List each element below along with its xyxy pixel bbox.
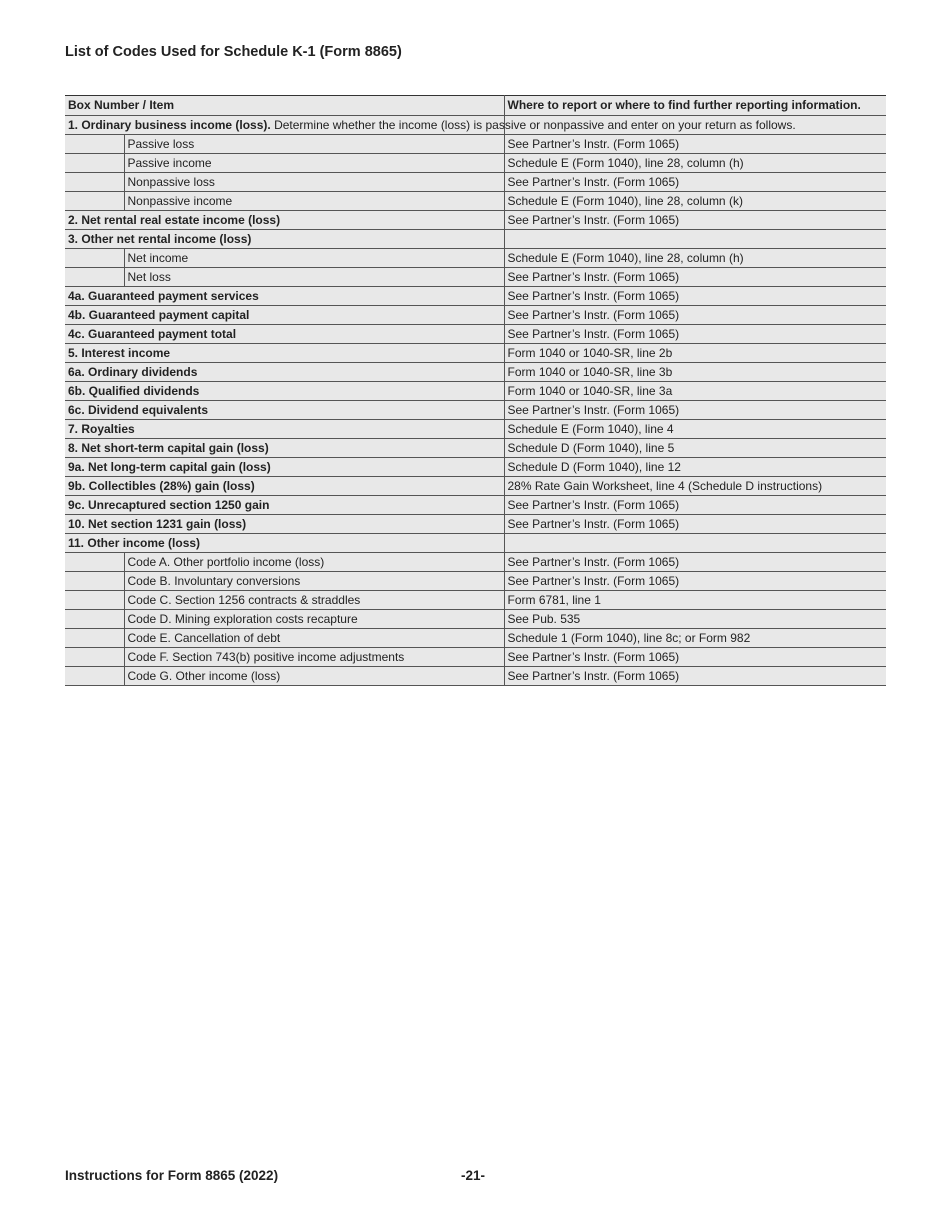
table-row (65, 496, 886, 515)
table-row (65, 458, 886, 477)
row-item: 11. Other income (loss) (65, 534, 504, 553)
row-indent-spacer (65, 154, 124, 173)
row-indent-spacer (65, 249, 124, 268)
footer-page-number: -21- (461, 1168, 486, 1183)
row-item: Code D. Mining exploration costs recapture (124, 610, 504, 629)
table-row (65, 439, 886, 458)
table-row (65, 382, 886, 401)
row-item: Nonpassive loss (124, 173, 504, 192)
table-row (65, 610, 886, 629)
table-row (65, 477, 886, 496)
row-where (504, 230, 886, 249)
table-row (65, 363, 886, 382)
row-item: Code A. Other portfolio income (loss) (124, 553, 504, 572)
row-where: See Partner’s Instr. (Form 1065) (504, 648, 886, 667)
table-row (65, 325, 886, 344)
row-indent-spacer (65, 192, 124, 211)
row-item: Nonpassive income (124, 192, 504, 211)
header-where-to-report: Where to report or where to find further reporting information. (504, 96, 886, 116)
table-row (65, 344, 886, 363)
row-item: Code B. Involuntary conversions (124, 572, 504, 591)
row-where: See Partner’s Instr. (Form 1065) (504, 515, 886, 534)
codes-table (65, 95, 886, 686)
row-item: 6b. Qualified dividends (65, 382, 504, 401)
row-where: See Partner’s Instr. (Form 1065) (504, 553, 886, 572)
row-indent-spacer (65, 173, 124, 192)
row-indent-spacer (65, 629, 124, 648)
row-item: Net loss (124, 268, 504, 287)
row-where: Schedule D (Form 1040), line 5 (504, 439, 886, 458)
table-row (65, 648, 886, 667)
table-row (65, 306, 886, 325)
row-1-title: 1. Ordinary business income (loss). (68, 117, 271, 132)
table-row (65, 515, 886, 534)
row-item: Passive loss (124, 135, 504, 154)
footer-form-title: Instructions for Form 8865 (2022) (65, 1168, 279, 1183)
row-item: Code G. Other income (loss) (124, 667, 504, 686)
table-row (65, 629, 886, 648)
row-item: Code C. Section 1256 contracts & straddles (124, 591, 504, 610)
row-where: See Partner’s Instr. (Form 1065) (504, 401, 886, 420)
row-item: Code E. Cancellation of debt (124, 629, 504, 648)
row-item: 4b. Guaranteed payment capital (65, 306, 504, 325)
row-item: 6c. Dividend equivalents (65, 401, 504, 420)
row-where: See Partner’s Instr. (Form 1065) (504, 211, 886, 230)
table-row (65, 249, 886, 268)
row-where: See Partner’s Instr. (Form 1065) (504, 306, 886, 325)
row-indent-spacer (65, 667, 124, 686)
table-row (65, 116, 886, 135)
row-where: See Partner’s Instr. (Form 1065) (504, 287, 886, 306)
table-row (65, 572, 886, 591)
table-row (65, 591, 886, 610)
row-where: Schedule 1 (Form 1040), line 8c; or Form 982 (504, 629, 886, 648)
row-where: Form 1040 or 1040-SR, line 2b (504, 344, 886, 363)
row-indent-spacer (65, 553, 124, 572)
row-where: 28% Rate Gain Worksheet, line 4 (Schedule D instructions) (504, 477, 886, 496)
row-indent-spacer (65, 135, 124, 154)
row-where: Form 1040 or 1040-SR, line 3b (504, 363, 886, 382)
row-where: Form 6781, line 1 (504, 591, 886, 610)
header-box-number-item: Box Number / Item (65, 96, 504, 116)
row-where: See Partner’s Instr. (Form 1065) (504, 667, 886, 686)
table-row (65, 268, 886, 287)
row-item (65, 116, 796, 135)
table-row (65, 230, 886, 249)
table-row (65, 287, 886, 306)
row-item: 8. Net short-term capital gain (loss) (65, 439, 504, 458)
row-item: 3. Other net rental income (loss) (65, 230, 504, 249)
row-item: Code F. Section 743(b) positive income adjustments (124, 648, 504, 667)
row-item: 10. Net section 1231 gain (loss) (65, 515, 504, 534)
row-where: See Partner’s Instr. (Form 1065) (504, 135, 886, 154)
table-row (65, 192, 886, 211)
row-where: Form 1040 or 1040-SR, line 3a (504, 382, 886, 401)
row-where (504, 534, 886, 553)
row-where: See Partner’s Instr. (Form 1065) (504, 268, 886, 287)
page-title: List of Codes Used for Schedule K-1 (Form 8865) (65, 44, 402, 60)
row-where: See Partner’s Instr. (Form 1065) (504, 496, 886, 515)
table-row (65, 154, 886, 173)
row-where: See Partner’s Instr. (Form 1065) (504, 572, 886, 591)
table-row (65, 173, 886, 192)
row-where: Schedule E (Form 1040), line 28, column (h) (504, 249, 886, 268)
row-indent-spacer (65, 591, 124, 610)
row-1-description: Determine whether the income (loss) is passive or nonpassive and enter on your return as follows. (270, 117, 796, 132)
row-item: Passive income (124, 154, 504, 173)
table-row (65, 135, 886, 154)
row-where: See Partner’s Instr. (Form 1065) (504, 173, 886, 192)
table-row (65, 553, 886, 572)
row-item: Net income (124, 249, 504, 268)
row-where: Schedule D (Form 1040), line 12 (504, 458, 886, 477)
row-item: 9b. Collectibles (28%) gain (loss) (65, 477, 504, 496)
row-item: 9c. Unrecaptured section 1250 gain (65, 496, 504, 515)
table-row (65, 211, 886, 230)
row-item: 6a. Ordinary dividends (65, 363, 504, 382)
table-row (65, 401, 886, 420)
table-header-row (65, 96, 886, 116)
row-item: 5. Interest income (65, 344, 504, 363)
table-row (65, 534, 886, 553)
row-indent-spacer (65, 648, 124, 667)
row-item: 2. Net rental real estate income (loss) (65, 211, 504, 230)
row-item: 7. Royalties (65, 420, 504, 439)
row-item: 9a. Net long-term capital gain (loss) (65, 458, 504, 477)
row-item: 4a. Guaranteed payment services (65, 287, 504, 306)
row-where: See Partner’s Instr. (Form 1065) (504, 325, 886, 344)
row-item: 4c. Guaranteed payment total (65, 325, 504, 344)
row-where: Schedule E (Form 1040), line 28, column (h) (504, 154, 886, 173)
row-indent-spacer (65, 268, 124, 287)
row-where: Schedule E (Form 1040), line 4 (504, 420, 886, 439)
row-where: See Pub. 535 (504, 610, 886, 629)
row-indent-spacer (65, 610, 124, 629)
table-row (65, 420, 886, 439)
row-indent-spacer (65, 572, 124, 591)
table-row (65, 667, 886, 686)
row-where: Schedule E (Form 1040), line 28, column (k) (504, 192, 886, 211)
